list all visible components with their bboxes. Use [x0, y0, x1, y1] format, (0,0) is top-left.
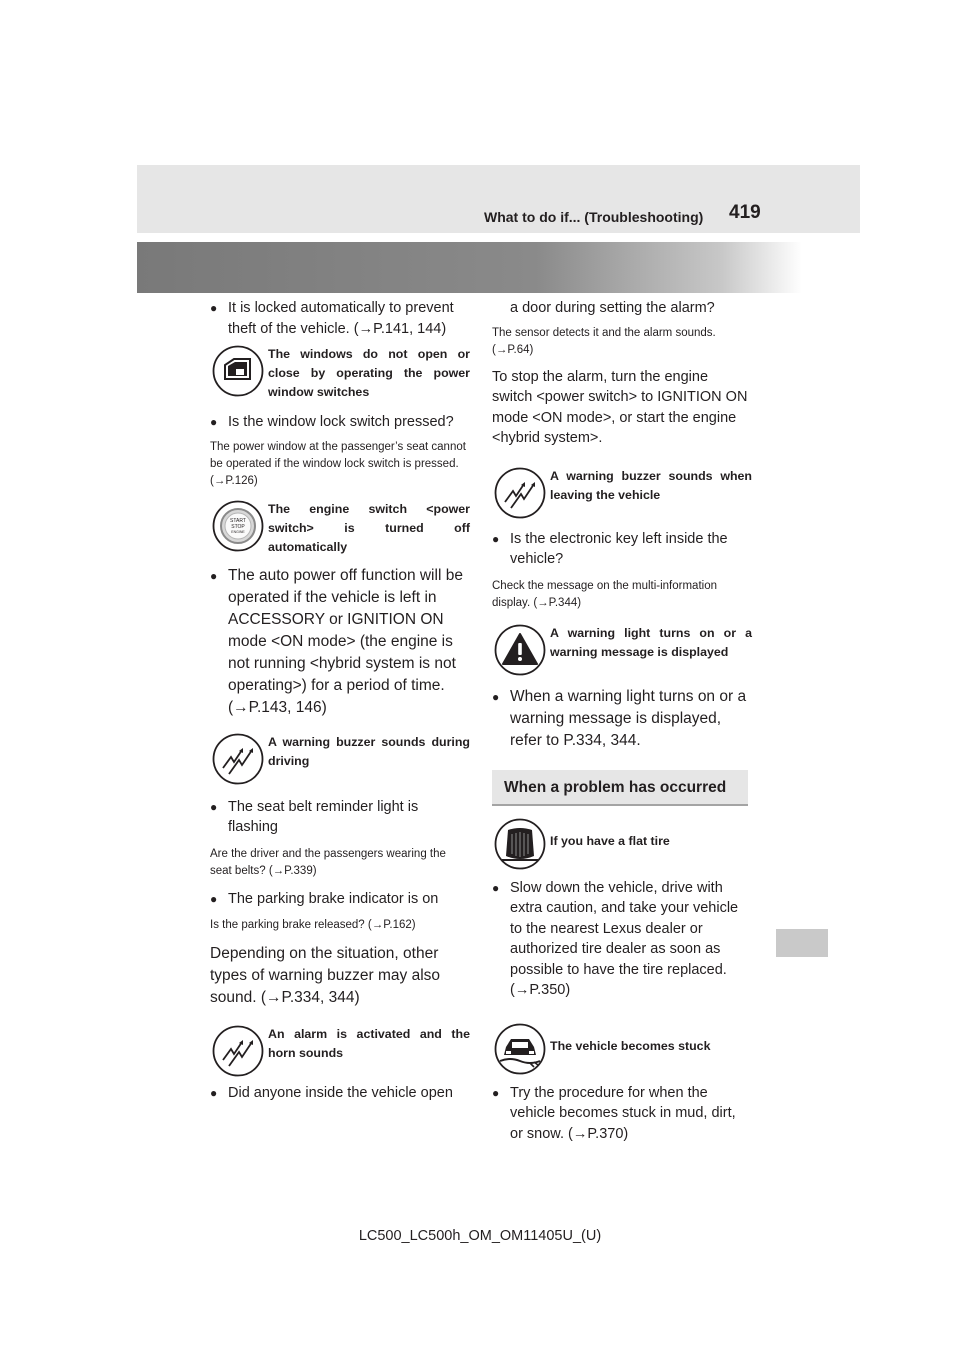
heading-text: If you have a flat tire — [550, 833, 670, 848]
note-window-lock: The power window at the passenger’s seat cannot be operated if the window lock switch is pressed. (→P.126) — [210, 440, 466, 487]
note-parking-brake: Is the parking brake released? (→P.162) — [210, 919, 416, 931]
alarm-icon — [212, 1025, 264, 1077]
bullet-stuck-procedure: ● Try the procedure for when the vehicle becomes stuck in mud, dirt, or snow. (→P.370) — [492, 1083, 752, 1145]
footer-document-code: LC500_LC500h_OM_OM11405U_(U) — [358, 1228, 602, 1244]
heading-buzzer-driving — [210, 733, 470, 785]
stuck-vehicle-icon — [494, 1023, 546, 1075]
heading-text: The engine switch <power switch> is turned off automatically — [268, 501, 470, 554]
heading-stuck — [492, 1023, 752, 1075]
flat-tire-icon — [494, 818, 546, 870]
note-seat-belt: Are the driver and the passengers wearing the seat belts? (→P.339) — [210, 847, 446, 877]
heading-windows — [210, 345, 470, 402]
heading-buzzer-leaving — [492, 467, 752, 519]
warning-triangle-icon — [494, 624, 546, 676]
buzzer-icon — [212, 733, 264, 785]
bullet-auto-power-off: ● The auto power off function will be operated if the vehicle is left in ACCESSORY or IGNITION ON mode <ON mode> (the engine is not running <hybrid system is not operating>) for a period of time. (→P.143, 146) — [210, 565, 470, 719]
bullet-refer-pages: ● When a warning light turns on or a warning message is displayed, refer to P.334, 344. — [492, 686, 752, 752]
note-sensor-detects: The sensor detects it and the alarm sounds. (→P.64) — [492, 326, 716, 356]
bullet-window-lock: ● Is the window lock switch pressed? — [210, 412, 470, 433]
engine-icon-start: START — [230, 517, 246, 524]
buzzer-icon — [494, 467, 546, 519]
heading-text: The windows do not open or close by operating the power window switches — [268, 347, 470, 399]
paragraph-other-buzzers: Depending on the situation, other types of warning buzzer may also sound. (→P.334, 344) — [210, 945, 441, 1006]
paragraph-stop-alarm: To stop the alarm, turn the engine switch <power switch> to IGNITION ON mode <ON mode>, or start the engine <hybrid system>. — [492, 368, 748, 446]
bullet-parking-brake: ● The parking brake indicator is on — [210, 889, 470, 910]
bullet-electronic-key: ● Is the electronic key left inside the vehicle? — [492, 529, 752, 570]
bullet-seat-belt: ● The seat belt reminder light is flashing — [210, 797, 470, 838]
bullet-locked-automatically: ● It is locked automatically to prevent theft of the vehicle. (→P.141, 144) — [210, 298, 470, 339]
bullet-did-anyone-open: ● Did anyone inside the vehicle open — [210, 1083, 470, 1104]
left-column — [210, 298, 470, 1104]
engine-icon-stop: STOP — [231, 523, 245, 530]
heading-text: An alarm is activated and the horn sounds — [268, 1027, 470, 1060]
power-window-icon — [212, 345, 264, 397]
engine-icon-engine: ENGINE — [231, 529, 245, 534]
bullet-slow-down: ● Slow down the vehicle, drive with extra caution, and take your vehicle to the nearest Lexus dealer or authorized tire dealer as soon as possible to have the tire replaced. (→P.350) — [492, 878, 752, 1001]
heading-text: A warning light turns on or a warning message is displayed — [550, 625, 752, 659]
heading-text: The vehicle becomes stuck — [550, 1038, 711, 1053]
heading-text: A warning buzzer sounds during driving — [268, 734, 470, 768]
page-number: 419 — [729, 202, 761, 223]
chapter-tab — [776, 929, 828, 957]
note-multi-information: Check the message on the multi-information display. (→P.344) — [492, 579, 717, 609]
continued-text: a door during setting the alarm? — [510, 300, 715, 316]
engine-switch-icon — [212, 500, 264, 552]
running-header-title: What to do if... (Troubleshooting) — [484, 209, 704, 225]
section-title-problem: When a problem has occurred — [492, 770, 748, 806]
heading-text: A warning buzzer sounds when leaving the vehicle — [550, 468, 752, 502]
heading-alarm — [210, 1025, 470, 1077]
heading-engine-switch — [210, 500, 470, 557]
section-band — [137, 242, 802, 293]
heading-warning-light — [492, 624, 752, 676]
heading-flat-tire — [492, 818, 752, 870]
right-column — [492, 298, 752, 1144]
